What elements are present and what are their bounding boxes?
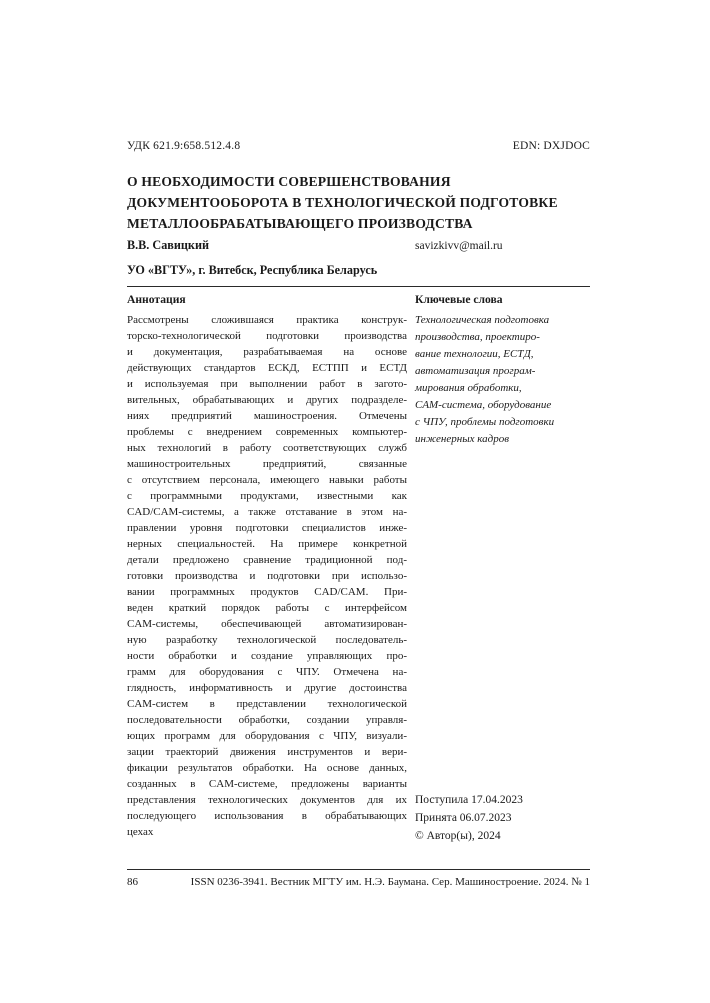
- text-line: грамм для оборудования с ЧПУ. Отмечена на-: [127, 666, 407, 678]
- abstract-text: [127, 312, 407, 845]
- text-line: правлении уровня подготовки специалистов инже-: [127, 522, 407, 534]
- text-line: действующих стандартов ЕСКД, ЕСТПП и ЕСТД: [127, 362, 407, 374]
- text-line: ности обработки и создание управляющих про-: [127, 650, 407, 662]
- page-footer: [127, 869, 590, 888]
- text-line: машиностроительных предприятий, связанные: [127, 458, 407, 470]
- journal-info: ISSN 0236-3941. Вестник МГТУ им. Н.Э. Баумана. Сер. Машиностроение. 2024. № 1: [190, 876, 590, 888]
- author-email: savizkivv@mail.ru: [415, 240, 503, 252]
- author-name: В.В. Савицкий: [127, 238, 209, 252]
- right-column: [415, 312, 590, 845]
- text-line: торско-технологической подготовки производства: [127, 330, 407, 342]
- text-line: готовки производства и подготовки при использо-: [127, 570, 407, 582]
- body-columns: [127, 312, 590, 845]
- text-line: вительных, обрабатывающих и других подразделе-: [127, 394, 407, 406]
- text-line: CAD/CAM-системы, а также отставание в этом на-: [127, 506, 407, 518]
- text-line: ную разработку технологической последователь-: [127, 634, 407, 646]
- text-line: CAM-систем в представлении технологической: [127, 698, 407, 710]
- text-line: представления технологических документов для их: [127, 794, 407, 806]
- accepted-date: Принята 06.07.2023: [415, 812, 512, 824]
- text-line: производства, проектиро-: [415, 331, 540, 343]
- text-line: с программными продуктами, известными как: [127, 490, 407, 502]
- text-line: веден краткий порядок работы с интерфейсом: [127, 602, 407, 614]
- text-line: фикации результатов обработки. На основе данных,: [127, 762, 407, 774]
- affiliation: УО «ВГТУ», г. Витебск, Республика Беларусь: [127, 263, 378, 277]
- keywords-text: [415, 312, 590, 448]
- text-line: мирования обработки,: [415, 382, 522, 394]
- received-date: Поступила 17.04.2023: [415, 794, 523, 806]
- text-line: Технологическая подготовка: [415, 314, 550, 326]
- text-line: CAM-системы, обеспечивающей автоматизирован-: [127, 618, 407, 630]
- text-line: проблемы с внедрением современных компьютер-: [127, 426, 407, 438]
- meta-row: [127, 140, 590, 152]
- section-headings: [127, 293, 590, 306]
- text-line: глядность, информативность и другие достоинства: [127, 682, 407, 694]
- text-line: последовательности обработки, создании управля-: [127, 714, 407, 726]
- udc-code: УДК 621.9:658.512.4.8: [127, 140, 241, 152]
- text-line: О НЕОБХОДИМОСТИ СОВЕРШЕНСТВОВАНИЯ: [127, 174, 451, 189]
- article-title: [127, 171, 590, 234]
- text-line: Рассмотрены сложившаяся практика конструк-: [127, 314, 407, 326]
- text-line: и используемая при выполнении работ в загото-: [127, 378, 407, 390]
- text-line: детали предложено сравнение традиционной под-: [127, 554, 407, 566]
- text-line: МЕТАЛЛООБРАБАТЫВАЮЩЕГО ПРОИЗВОДСТВА: [127, 216, 473, 231]
- text-line: вание технологии, ЕСТД,: [415, 348, 534, 360]
- text-line: вании программных продуктов CAD/CAM. При-: [127, 586, 407, 598]
- header-divider: [127, 286, 590, 287]
- text-line: нерных специальностей. На примере конкретной: [127, 538, 407, 550]
- text-line: инженерных кадров: [415, 433, 510, 445]
- dates-block: [415, 791, 590, 845]
- text-line: ных технологий в работу соответствующих служб: [127, 442, 407, 454]
- text-line: цехах: [127, 826, 154, 838]
- text-line: зации траекторий движения инструментов и вери-: [127, 746, 407, 758]
- author-row: [127, 238, 590, 253]
- page-number: 86: [127, 876, 138, 888]
- abstract-heading: Аннотация: [127, 293, 186, 306]
- text-line: автоматизация програм-: [415, 365, 536, 377]
- text-line: ющих программ для оборудования с ЧПУ, визуали-: [127, 730, 407, 742]
- text-line: созданных в CAM-системе, предложены варианты: [127, 778, 407, 790]
- text-line: ниях предприятий машиностроения. Отмечены: [127, 410, 407, 422]
- text-line: ДОКУМЕНТООБОРОТА В ТЕХНОЛОГИЧЕСКОЙ ПОДГОТОВКЕ: [127, 195, 558, 210]
- copyright-line: © Автор(ы), 2024: [415, 830, 501, 842]
- edn-code: EDN: DXJDOC: [512, 140, 590, 152]
- text-line: последующего использования в обрабатывающих: [127, 810, 407, 822]
- text-line: с ЧПУ, проблемы подготовки: [415, 416, 555, 428]
- text-line: CAM-система, оборудование: [415, 399, 552, 411]
- text-line: с отсутствием персонала, имеющего навыки работы: [127, 474, 407, 486]
- text-line: и документация, разрабатываемая на основе: [127, 346, 407, 358]
- keywords-heading: Ключевые слова: [415, 293, 503, 306]
